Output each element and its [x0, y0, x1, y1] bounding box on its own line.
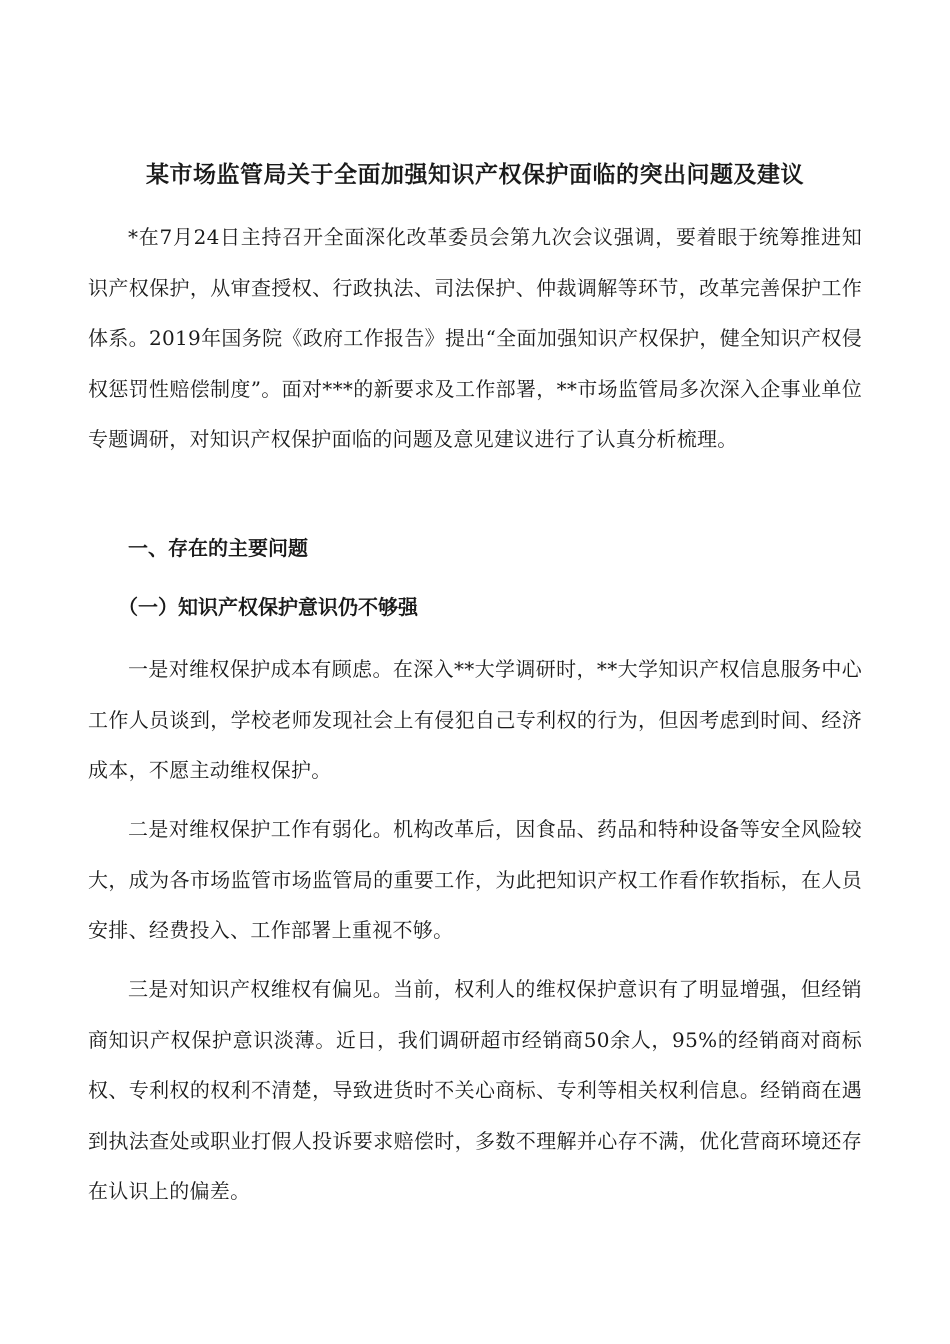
paragraph-dealer-bias: 三是对知识产权维权有偏见。当前，权利人的维权保护意识有了明显增强，但经销商知识产权保护意识淡薄。近日，我们调研超市经销商50余人，95%的经销商对商标权、专利权的权利不清楚，导致进货时不关心商标、专利等相关权利信息。经销商在遇到执法查处或职业打假人投诉要求赔偿时，多数不理解并心存不满，优化营商环境还存在认识上的偏差。	[88, 977, 862, 1203]
document-title: 某市场监管局关于全面加强知识产权保护面临的突出问题及建议	[146, 161, 804, 188]
paragraph-work-weakened: 二是对维权保护工作有弱化。机构改革后，因食品、药品和特种设备等安全风险较大，成为各市场监管市场监管局的重要工作，为此把知识产权工作看作软指标，在人员安排、经费投入、工作部署上重视不够。	[88, 817, 862, 942]
intro-paragraph: *在7月24日主持召开全面深化改革委员会第九次会议强调，要着眼于统筹推进知识产权保护，从审查授权、行政执法、司法保护、仲裁调解等环节，改革完善保护工作体系。2019年国务院《政府工作报告》提出“全面加强知识产权保护，健全知识产权侵权惩罚性赔偿制度”。面对***的新要求及工作部署，**市场监管局多次深入企事业单位专题调研，对知识产权保护面临的问题及意见建议进行了认真分析梳理。	[88, 225, 862, 451]
section-heading-main-problems: 一、存在的主要问题	[128, 536, 308, 560]
subsection-heading-awareness: （一）知识产权保护意识仍不够强	[118, 595, 418, 619]
paragraph-cost-concerns: 一是对维权保护成本有顾虑。在深入**大学调研时，**大学知识产权信息服务中心工作人员谈到，学校老师发现社会上有侵犯自己专利权的行为，但因考虑到时间、经济成本，不愿主动维权保护。	[88, 657, 862, 782]
